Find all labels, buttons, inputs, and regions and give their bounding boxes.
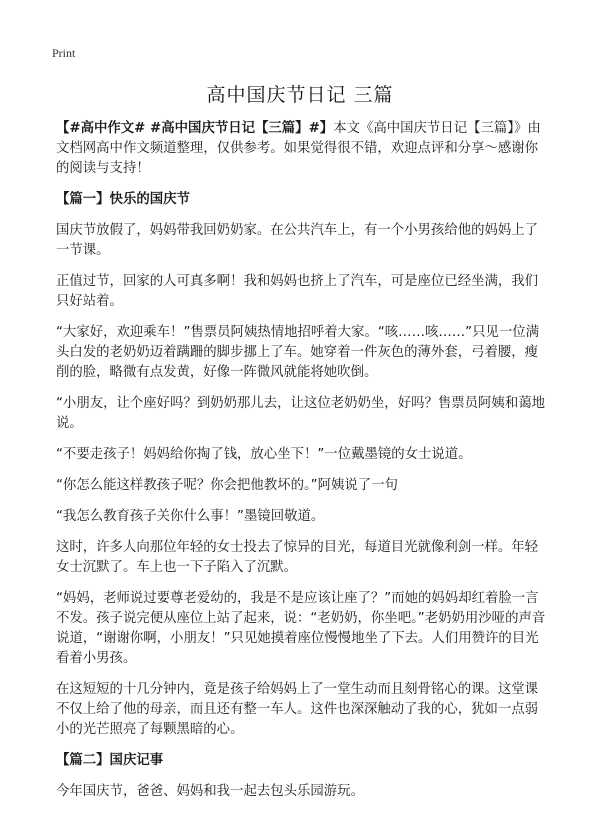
paragraph: “妈妈，老师说过要尊老爱幼的，我是不是应该让座了？”而她的妈妈却红着脸一言不发。孩子说完便从座位上站了起来，说：“老奶奶，你坐吧。”老奶奶用沙哑的声音说道，“谢谢你啊，小朋友！”只见她摸着座位慢慢地坐了下去。人们用赞许的目光看着小男孩。 <box>56 591 546 666</box>
paragraph: “你怎么能这样教孩子呢？你会把他教坏的。”阿姨说了一句 <box>56 478 398 493</box>
paragraph: “小朋友，让个座好吗？到奶奶那儿去，让这位老奶奶坐，好吗？售票员阿姨和蔼地说。 <box>56 396 545 431</box>
paragraph: “大家好，欢迎乘车！”售票员阿姨热情地招呼着大家。“咳……咳……”只见一位满头白发的老奶奶迈着蹒跚的脚步挪上了车。她穿着一件灰色的薄外套，弓着腰，瘦削的脸，略微有点发黄，好像一阵微风就能将她吹倒。 <box>56 325 540 380</box>
paragraph: 在这短短的十几分钟内，竟是孩子给妈妈上了一堂生动而且刻骨铭心的课。这堂课不仅上给了他的母亲，而且还有整一车人。这件也深深触动了我的心，犹如一点弱小的光芒照亮了每颗黑暗的心。 <box>56 682 539 737</box>
paragraph: 今年国庆节，爸爸、妈妈和我一起去包头乐园游玩。 <box>56 784 364 799</box>
document-body <box>56 119 551 802</box>
paragraph: 这时，许多人向那位年轻的女士投去了惊异的目光，每道目光就像利剑一样。年轻女士沉默了。车上也一下子陷入了沉默。 <box>56 540 539 575</box>
intro-paragraph <box>56 119 551 179</box>
intro-text: 本文《高中国庆节日记【三篇】》由文档网高中作文频道整理，仅供参考。如果觉得很不错，欢迎点评和分享～感谢你的阅读与支持！ <box>56 121 541 176</box>
intro-tags: 【#高中作文# #高中国庆节日记【三篇】#】 <box>56 121 334 136</box>
print-label: Print <box>52 46 76 60</box>
section-heading-2: 【篇二】国庆记事 <box>56 753 164 768</box>
section-heading-1: 【篇一】快乐的国庆节 <box>56 192 190 207</box>
paragraph: “我怎么教育孩子关你什么事！”墨镜回敬道。 <box>56 509 325 524</box>
paragraph: 正值过节，回家的人可真多啊！我和妈妈也挤上了汽车，可是座位已经坐满，我们只好站着。 <box>56 274 539 309</box>
document-title: 高中国庆节日记 三篇 <box>206 84 394 106</box>
paragraph: “不要走孩子！妈妈给你掏了钱，放心坐下！”一位戴墨镜的女士说道。 <box>56 447 472 462</box>
paragraph: 国庆节放假了，妈妈带我回奶奶家。在公共汽车上，有一个小男孩给他的妈妈上了一节课。 <box>56 223 539 258</box>
